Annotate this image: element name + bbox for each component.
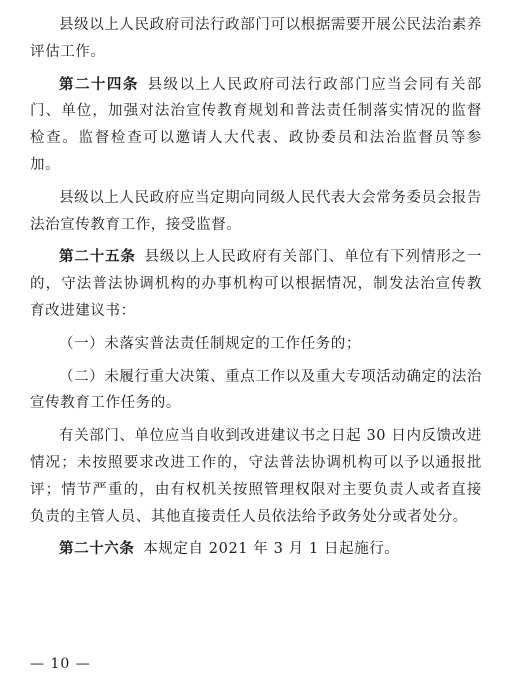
list-item-1-text: （一）未落实普法责任制规定的工作任务的； <box>59 335 361 352</box>
paragraph-7-text: 有关部门、单位应当自收到改进建议书之日起 30 日内反馈改进情况；未按照要求改进工作的，守法普法协调机构可以予以通报批评；情节严重的，由有权机关按照管理权限对主要负责人或者直接负责的主管人员、其他直接责任人员依法给予政务处分或者处分。 <box>30 428 482 525</box>
article-26-number: 第二十六条 <box>59 541 135 558</box>
paragraph-1-text: 县级以上人民政府司法行政部门可以根据需要开展公民法治素养评估工作。 <box>30 17 482 60</box>
list-item-2-text: （二）未履行重大决策、重点工作以及重大专项活动确定的法治宣传教育工作任务的。 <box>30 368 482 412</box>
document-body <box>30 12 482 563</box>
article-25 <box>30 244 482 324</box>
article-26-text: 本规定自 2021 年 3 月 1 日起施行。 <box>143 541 400 558</box>
article-25-number: 第二十五条 <box>59 249 136 266</box>
page-number: — 10 — <box>30 656 91 672</box>
article-24 <box>30 72 482 179</box>
paragraph-3 <box>30 185 482 239</box>
article-26 <box>30 536 482 563</box>
paragraph-3-text: 县级以上人民政府应当定期向同级人民代表大会常务委员会报告法治宣传教育工作，接受监督。 <box>30 189 482 233</box>
paragraph-7 <box>30 423 482 530</box>
list-item-1 <box>30 331 482 358</box>
article-24-text: 县级以上人民政府司法行政部门应当会同有关部门、单位，加强对法治宣传教育规划和普法责任制落实情况的监督检查。监督检查可以邀请人大代表、政协委员和法治监督员等参加。 <box>30 76 482 173</box>
paragraph-1 <box>30 12 482 66</box>
article-24-number: 第二十四条 <box>59 76 139 93</box>
list-item-2 <box>30 364 482 418</box>
article-25-text: 县级以上人民政府有关部门、单位有下列情形之一的，守法普法协调机构的办事机构可以根据情况，制发法治宣传教育改进建议书： <box>30 249 483 319</box>
